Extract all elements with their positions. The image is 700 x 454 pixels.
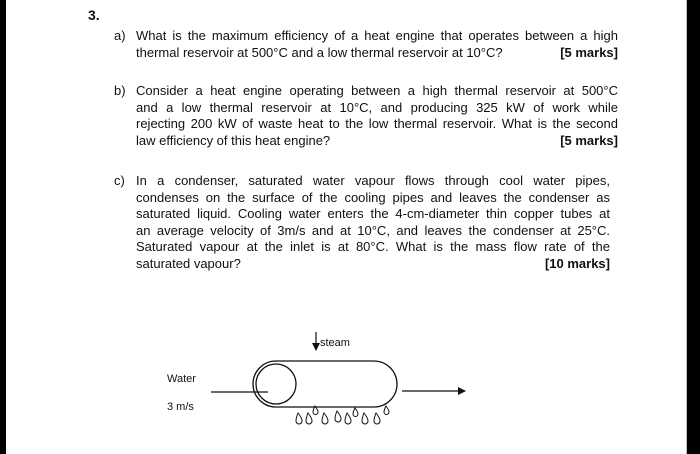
condenser-diagram	[6, 0, 686, 454]
part-b-line: rejecting 200 kW of waste heat to the low thermal reservoir. What is the second	[136, 116, 618, 131]
part-b-label: b)	[114, 83, 126, 98]
part-b-marks: [5 marks]	[560, 132, 618, 148]
steam-label: steam	[320, 337, 350, 349]
part-c-line: Saturated vapour at the inlet is at 80°C. What is the mass flow rate of the	[136, 239, 610, 254]
condensate-droplets	[296, 406, 389, 424]
part-c-label: c)	[114, 173, 125, 188]
part-c-line: condenses on the surface of the cooling pipes and leaves the condenser as	[136, 189, 610, 205]
water-label: Water	[167, 373, 196, 385]
part-c-line: In a condenser, saturated water vapour flows through cool water pipes,	[136, 173, 610, 188]
part-b-line: law efficiency of this heat engine?	[136, 132, 331, 148]
question-number: 3.	[88, 7, 100, 23]
condenser-shell	[253, 361, 397, 407]
part-c-line: saturated liquid. Cooling water enters the 4-cm-diameter thin copper tubes at	[136, 206, 610, 221]
part-b-line: and a low thermal reservoir at 10°C, and producing 325 kW of work while	[136, 99, 618, 115]
part-a-label: a)	[114, 28, 126, 43]
part-c-line: an average velocity of 3m/s and at 10°C, and leaves the condenser at 25°C.	[136, 222, 610, 238]
document-page	[6, 0, 687, 454]
part-a-line: thermal reservoir at 500°C and a low thermal reservoir at 10°C?	[136, 44, 503, 60]
part-b-line: Consider a heat engine operating between a high thermal reservoir at 500°C	[136, 83, 618, 98]
part-c-line: saturated vapour?	[136, 255, 241, 271]
part-a-line: What is the maximum efficiency of a heat engine that operates between a high	[136, 28, 618, 43]
velocity-label: 3 m/s	[167, 401, 194, 413]
part-c-marks: [10 marks]	[544, 255, 610, 271]
tube-end-circle	[256, 364, 296, 404]
part-a-marks: [5 marks]	[560, 44, 618, 60]
